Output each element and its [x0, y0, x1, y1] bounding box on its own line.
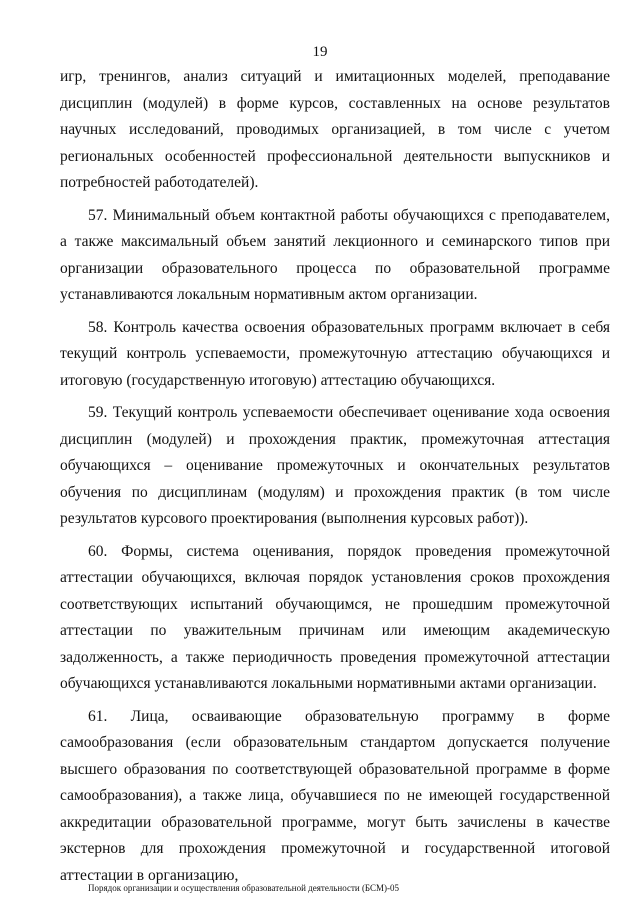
paragraph-61: 61. Лица, осваивающие образовательную программу в форме самообразования (если образовательным стандартом допускается получение высшего образования по соответствующей образовательной программе в форме самообразования), а также лица, обучавшиеся по не имеющей государственной аккредитации образовательной программе, могут быть зачислены в качестве экстернов для прохождения промежуточной и государственной итоговой аттестации в организацию, — [60, 707, 610, 884]
body-text — [60, 64, 610, 895]
page-footer: Порядок организации и осуществления образовательной деятельности (БСМ)-05 — [88, 883, 400, 893]
paragraph-60: 60. Формы, система оценивания, порядок проведения промежуточной аттестации обучающихся, включая порядок установления сроков прохождения соответствующих испытаний обучающимся, не прошедшим промежуточной аттестации по уважительным причинам или имеющим академическую задолженность, а также периодичность проведения промежуточной аттестации обучающихся устанавливаются локальными нормативными актами организации. — [60, 542, 610, 692]
paragraph-58: 58. Контроль качества освоения образовательных программ включает в себя текущий контроль успеваемости, промежуточную аттестацию обучающихся и итоговую (государственную итоговую) аттестацию обучающихся. — [60, 318, 610, 389]
paragraph-continuation: игр, тренингов, анализ ситуаций и имитационных моделей, преподавание дисциплин (модулей) в форме курсов, составленных на основе результатов научных исследований, проводимых организацией, в том числе с учетом региональных особенностей профессиональной деятельности выпускников и потребностей работодателей). — [60, 68, 610, 191]
paragraph-57: 57. Минимальный объем контактной работы обучающихся с преподавателем, а также максимальный объем занятий лекционного и семинарского типов при организации образовательного процесса по образовательной программе устанавливаются локальным нормативным актом организации. — [60, 206, 610, 303]
page-number: 19 — [312, 44, 328, 60]
paragraph-59: 59. Текущий контроль успеваемости обеспечивает оценивание хода освоения дисциплин (модулей) и прохождения практик, промежуточная аттестация обучающихся – оценивание промежуточных и окончательных результатов обучения по дисциплинам (модулям) и прохождения практик (в том числе результатов курсового проектирования (выполнения курсовых работ)). — [60, 404, 610, 527]
